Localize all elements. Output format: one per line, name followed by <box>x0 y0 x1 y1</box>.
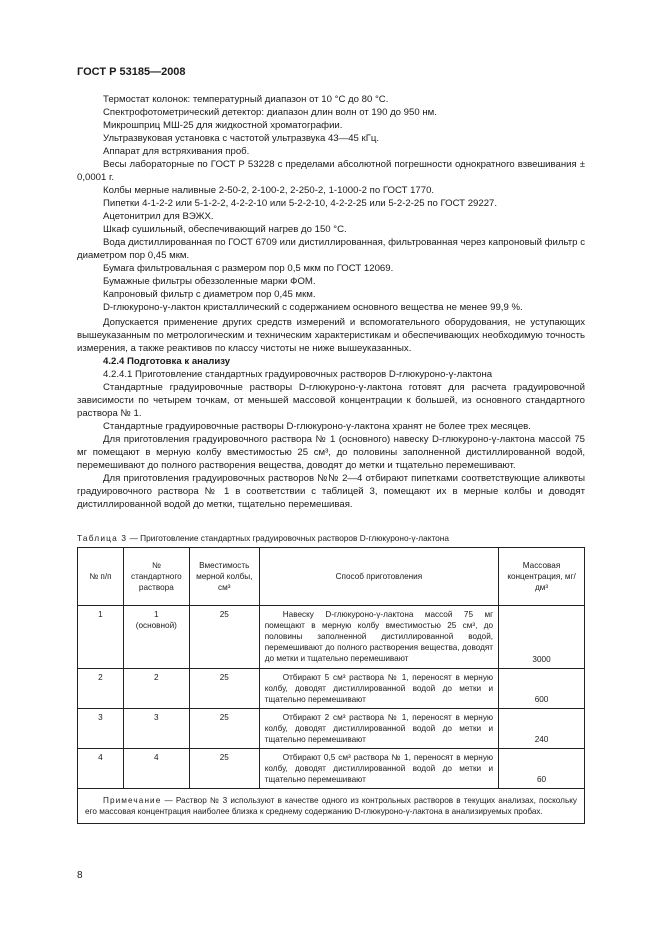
cell-method <box>259 749 498 789</box>
allowance-paragraph: Допускается применение других средств измерений и вспомогательного оборудования, не уступающих вышеуказанным по метрологическим и техническим характеристикам и обеспечивающих необходимую точность измерения, а также реактивов по классу чистоты не ниже вышеуказанных. <box>77 317 585 354</box>
subsection-number: 4.2.4.1 <box>103 369 133 380</box>
note-label: Примечание <box>103 796 162 805</box>
header-concentration: Массовая концентрация, мг/дм³ <box>499 548 585 606</box>
document-body <box>77 93 585 511</box>
page-number: 8 <box>77 870 83 881</box>
calibration-table <box>77 547 585 824</box>
header-number: № п/п <box>78 548 124 606</box>
table-header-row <box>78 548 585 606</box>
header-solution: № стандартного раствора <box>123 548 189 606</box>
cell-number: 2 <box>78 669 124 709</box>
solution-value: 1 <box>154 610 159 619</box>
equipment-item: Колбы мерные наливные 2-50-2, 2-100-2, 2-250-2, 1-1000-2 по ГОСТ 1770. <box>103 185 435 196</box>
solution-value: 2 <box>154 673 159 682</box>
equipment-item: Бумажные фильтры обеззоленные марки ФОМ. <box>103 276 316 287</box>
cell-number: 3 <box>78 709 124 749</box>
equipment-item: Капроновый фильтр с диаметром пор 0,45 мкм. <box>103 289 316 300</box>
table-row <box>78 709 585 749</box>
solution-value: 4 <box>154 753 159 762</box>
solution-note: (основной) <box>135 621 177 630</box>
body-paragraph: Для приготовления градуировочных растворов №№ 2—4 отбирают пипетками соответствующие аликвоты градуировочного раствора № 1 в соответствии с таблицей 3, помещают их в мерные колбы и доводят дистиллированной водой до метки, тщательно перемешивая. <box>77 473 585 510</box>
table-note-row <box>78 789 585 824</box>
section-number: 4.2.4 <box>103 356 125 367</box>
body-paragraph: Для приготовления градуировочного раствора № 1 (основного) навеску D-глюкуроно-γ-лактона массой 75 мг помещают в мерную колбу вместимостью 25 см³, до половины заполненной дистиллированной водой, перемешивают до полного растворения вещества, доводят до метки и тщательно перемешивают. <box>77 434 585 471</box>
cell-number: 1 <box>78 606 124 669</box>
equipment-item: Спектрофотометрический детектор: диапазон длин волн от 190 до 950 нм. <box>103 107 437 118</box>
equipment-item: Ацетонитрил для ВЭЖХ. <box>103 211 214 222</box>
cell-solution <box>123 749 189 789</box>
header-volume: Вместимость мерной колбы, см³ <box>189 548 259 606</box>
document-header: ГОСТ Р 53185—2008 <box>77 66 186 78</box>
equipment-item: Бумага фильтровальная с размером пор 0,5 мкм по ГОСТ 12069. <box>103 263 394 274</box>
table-caption <box>77 533 585 543</box>
method-text: Отбирают 2 см³ раствора № 1, переносят в мерную колбу, доводят дистиллированной водой до метки и тщательно перемешивают <box>264 713 494 744</box>
subsection-heading <box>77 368 585 381</box>
method-text: Навеску D-глюкуроно-γ-лактона массой 75 мг помещают в мерную колбу вместимостью 25 см³, до половины заполненной дистиллированной водой, перемешивают до полного растворения вещества, доводят до метки и тщательно перемешивают <box>264 610 494 663</box>
table-row <box>78 606 585 669</box>
equipment-item: Ультразвуковая установка с частотой ультразвука 43—45 кГц. <box>103 133 380 144</box>
equipment-item: Весы лабораторные по ГОСТ Р 53228 с пределами абсолютной погрешности однократного взвешивания ± 0,0001 г. <box>77 159 585 183</box>
body-paragraph: Стандартные градуировочные растворы D-глюкуроно-γ-лактона готовят для расчета градуировочной зависимости по четырем точкам, от меньшей массовой концентрации к большей, из основного стандартного раствора № 1. <box>77 382 585 419</box>
table-caption-label: Таблица 3 <box>77 533 128 543</box>
table-note-content <box>85 795 577 817</box>
table-row <box>78 749 585 789</box>
equipment-item: Микрошприц МШ-25 для жидкостной хроматографии. <box>103 120 343 131</box>
cell-concentration: 60 <box>499 749 585 789</box>
cell-number: 4 <box>78 749 124 789</box>
cell-volume: 25 <box>189 709 259 749</box>
cell-method <box>259 709 498 749</box>
method-text: Отбирают 5 см³ раствора № 1, переносят в мерную колбу, доводят дистиллированной водой до метки и тщательно перемешивают <box>264 673 494 704</box>
subsection-title: Приготовление стандартных градуировочных растворов D-глюкуроно-γ-лактона <box>135 369 493 380</box>
section-title: Подготовка к анализу <box>127 356 231 367</box>
cell-method <box>259 669 498 709</box>
cell-method <box>259 606 498 669</box>
body-paragraph: Стандартные градуировочные растворы D-глюкуроно-γ-лактона хранят не более трех месяцев. <box>103 421 531 432</box>
equipment-item: Шкаф сушильный, обеспечивающий нагрев до 150 °С. <box>103 224 347 235</box>
solution-value: 3 <box>154 713 159 722</box>
equipment-item: Вода дистиллированная по ГОСТ 6709 или дистиллированная, фильтрованная через капроновый фильтр с диаметром пор 0,45 мкм. <box>77 237 585 261</box>
cell-solution <box>123 606 189 669</box>
cell-solution <box>123 669 189 709</box>
section-heading <box>77 355 585 368</box>
equipment-item: Аппарат для встряхивания проб. <box>103 146 250 157</box>
cell-concentration: 240 <box>499 709 585 749</box>
cell-concentration: 600 <box>499 669 585 709</box>
cell-solution <box>123 709 189 749</box>
cell-concentration: 3000 <box>499 606 585 669</box>
method-text: Отбирают 0,5 см³ раствора № 1, переносят в мерную колбу, доводят дистиллированной водой до метки и тщательно перемешивают <box>264 753 494 784</box>
header-method: Способ приготовления <box>259 548 498 606</box>
cell-volume: 25 <box>189 606 259 669</box>
equipment-item: D-глюкуроно-γ-лактон кристаллический с содержанием основного вещества не менее 99,9 %. <box>103 302 523 313</box>
equipment-item: Термостат колонок: температурный диапазон от 10 °С до 80 °С. <box>103 94 389 105</box>
equipment-item: Пипетки 4-1-2-2 или 5-1-2-2, 4-2-2-10 или 5-2-2-10, 4-2-2-25 или 5-2-2-25 по ГОСТ 29227. <box>103 198 498 209</box>
table-note <box>78 789 585 824</box>
table-caption-text: — Приготовление стандартных градуировочных растворов D-глюкуроно-γ-лактона <box>127 533 449 543</box>
cell-volume: 25 <box>189 749 259 789</box>
table-row <box>78 669 585 709</box>
note-text: — Раствор № 3 используют в качестве одного из контрольных растворов в текущих анализах, поскольку его массовая концентрация наиболее близка к среднему содержанию D-глюкуроно-γ-лактона в анализируемых пробах. <box>85 796 577 816</box>
cell-volume: 25 <box>189 669 259 709</box>
